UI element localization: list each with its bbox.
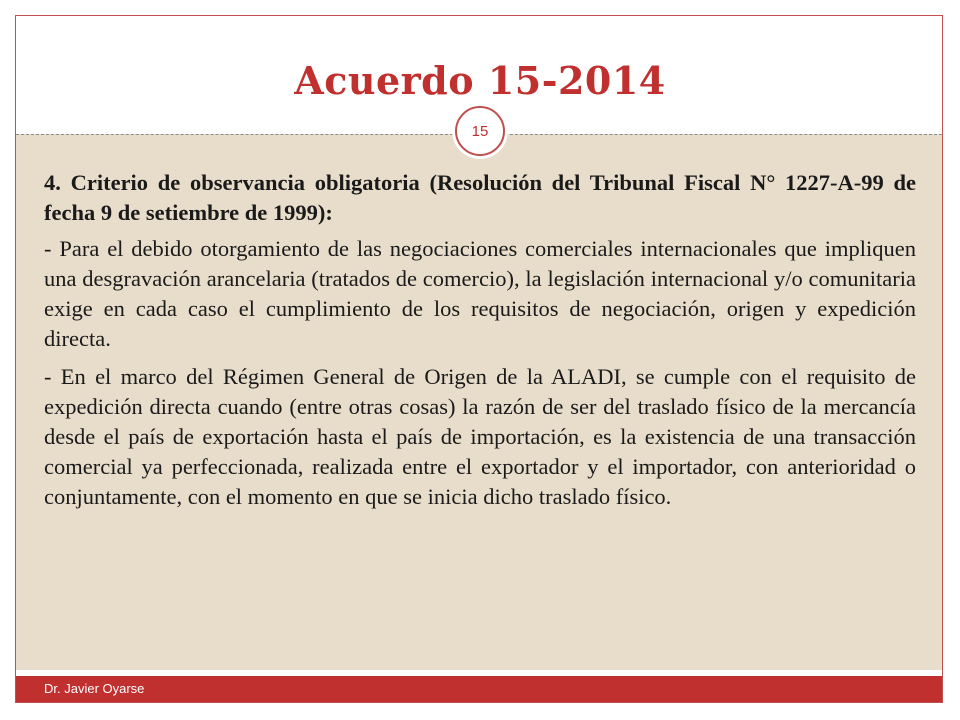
paragraph-1: - Para el debido otorgamiento de las negociaciones comerciales internacionales que impliquen una desgravación arancelaria (tratados de comercio), la legislación internacional y/o comunitaria exige en cada caso el cumplimiento de los requisitos de negociación, origen y expedición directa. — [44, 236, 916, 351]
page-number: 15 — [471, 122, 489, 140]
footer-author: Dr. Javier Oyarse — [44, 681, 145, 696]
slide-title: Acuerdo 15-2014 — [294, 58, 666, 103]
paragraph-2: - En el marco del Régimen General de Origen de la ALADI, se cumple con el requisito de expedición directa cuando (entre otras cosas) la razón de ser del traslado físico de la mercancía desde el país de exportación hasta el país de importación, es la existencia de una transacción comercial ya perfeccionada, realizada entre el exportador y el importador, con anterioridad o conjuntamente, con el momento en que se inicia dicho traslado físico. — [44, 364, 916, 509]
criterion-heading: 4. Criterio de observancia obligatoria (Resolución del Tribunal Fiscal N° 1227-A-99 de fecha 9 de setiembre de 1999): — [44, 170, 916, 225]
slide-body — [44, 168, 916, 520]
page-number-badge — [455, 106, 505, 156]
footer-bar — [16, 676, 942, 702]
